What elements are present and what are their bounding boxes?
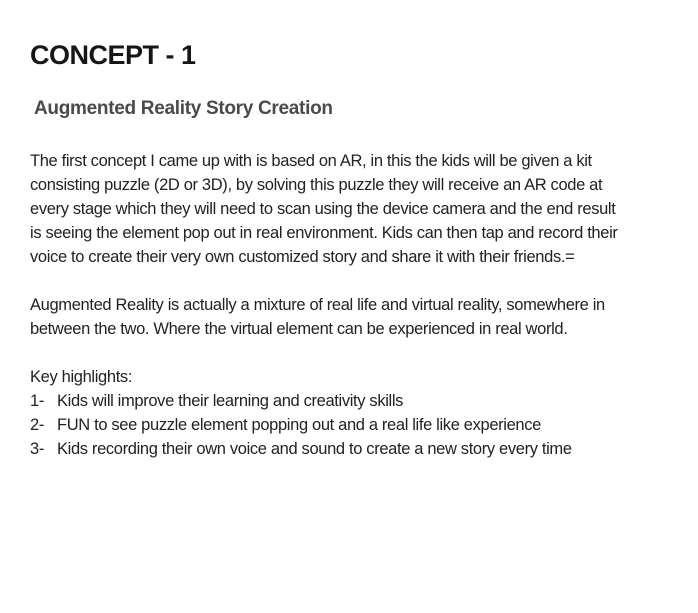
- highlight-number: 1-: [30, 391, 44, 410]
- highlights-heading: Key highlights:: [30, 367, 133, 386]
- highlight-text: FUN to see puzzle element popping out and a real life like experience: [57, 415, 541, 434]
- highlight-number: 3-: [30, 439, 44, 458]
- highlights-section: [30, 365, 640, 461]
- highlight-text: Kids will improve their learning and creativity skills: [57, 391, 404, 410]
- highlight-item: [30, 413, 610, 437]
- paragraph-concept-description: The first concept I came up with is based on AR, in this the kids will be given a kit consisting puzzle (2D or 3D), by solving this puzzle they will receive an AR code at every stage which they will need to scan using the device camera and the end result is seeing the element pop out in real environment. Kids can then tap and record their voice to create their very own customized story and share it with their friends.=: [30, 151, 618, 266]
- paragraph-ar-definition: Augmented Reality is actually a mixture of real life and virtual reality, somewhere in between the two. Where the virtual element can be experienced in real world.: [30, 295, 605, 338]
- highlight-number: 2-: [30, 415, 44, 434]
- page-title: CONCEPT - 1: [30, 40, 196, 70]
- page-subtitle: Augmented Reality Story Creation: [34, 98, 333, 120]
- highlight-text: Kids recording their own voice and sound to create a new story every time: [57, 439, 572, 458]
- highlight-item: [30, 437, 610, 461]
- highlight-item: [30, 389, 610, 413]
- highlight-list: [30, 389, 610, 461]
